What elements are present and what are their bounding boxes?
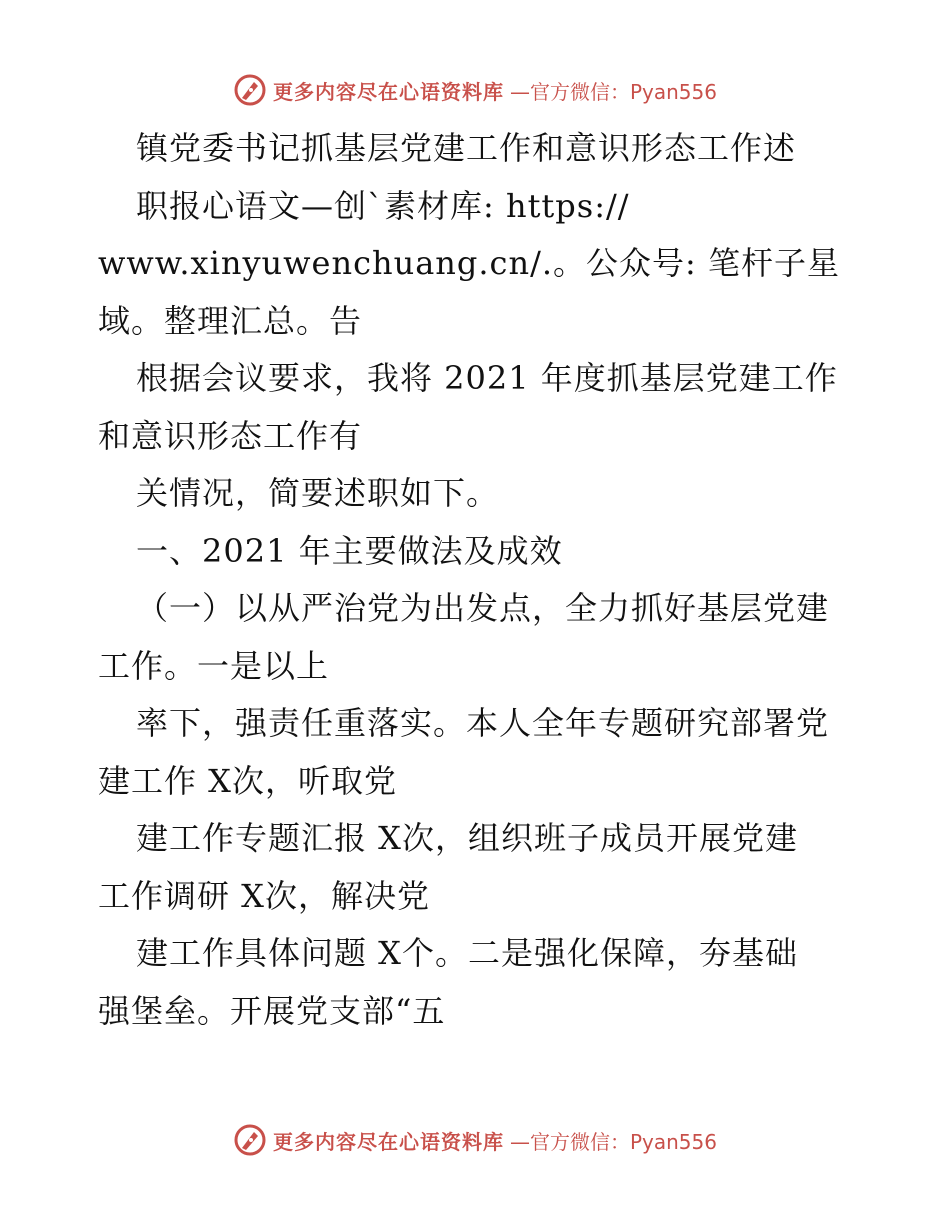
paragraph-line: 关情况，简要述职如下。: [136, 474, 500, 512]
document-body: [98, 120, 858, 1040]
paragraph-line: 建工作专题汇报 X次，组织班子成员开展党建: [136, 819, 798, 857]
watermark-site-text: 更多内容尽在心语资料库: [272, 79, 504, 104]
paragraph-line: 根据会议要求，我将 2021 年度抓基层党建工作: [136, 359, 838, 397]
section-heading: 一、2021 年主要做法及成效: [136, 531, 563, 570]
watermark-site-text: 更多内容尽在心语资料库: [272, 1129, 504, 1154]
pen-nib-logo-icon: [233, 73, 267, 107]
watermark-contact-text: —官方微信：Pyan556: [509, 79, 717, 104]
paragraph-line: 建工作具体问题 X个。二是强化保障，夯基础: [136, 934, 798, 972]
paragraph-line: 率下，强责任重落实。本人全年专题研究部署党: [136, 704, 830, 742]
text-line: 强堡垒。开展党支部“五: [98, 991, 446, 1030]
subsection-heading: （一）以从严治党为出发点，全力抓好基层党建: [136, 589, 830, 627]
title-line-2: 职报心语文—创`素材库: https://: [136, 186, 630, 225]
text-line: 工作调研 X次，解决党: [98, 876, 430, 915]
text-line: 和意识形态工作有: [98, 416, 363, 455]
text-line: 工作。一是以上: [98, 646, 330, 685]
title-line-1: 镇党委书记抓基层党建工作和意识形态工作述: [136, 129, 797, 167]
text-line: www.xinyuwenchuang.cn/.。公众号: 笔杆子星: [98, 244, 840, 282]
watermark-contact-text: —官方微信：Pyan556: [509, 1129, 717, 1154]
text-line: 域。整理汇总。告: [98, 301, 363, 340]
header-watermark: [0, 70, 950, 110]
footer-watermark: [0, 1120, 950, 1160]
text-line: 建工作 X次，听取党: [98, 761, 397, 800]
pen-nib-logo-icon: [233, 1123, 267, 1157]
